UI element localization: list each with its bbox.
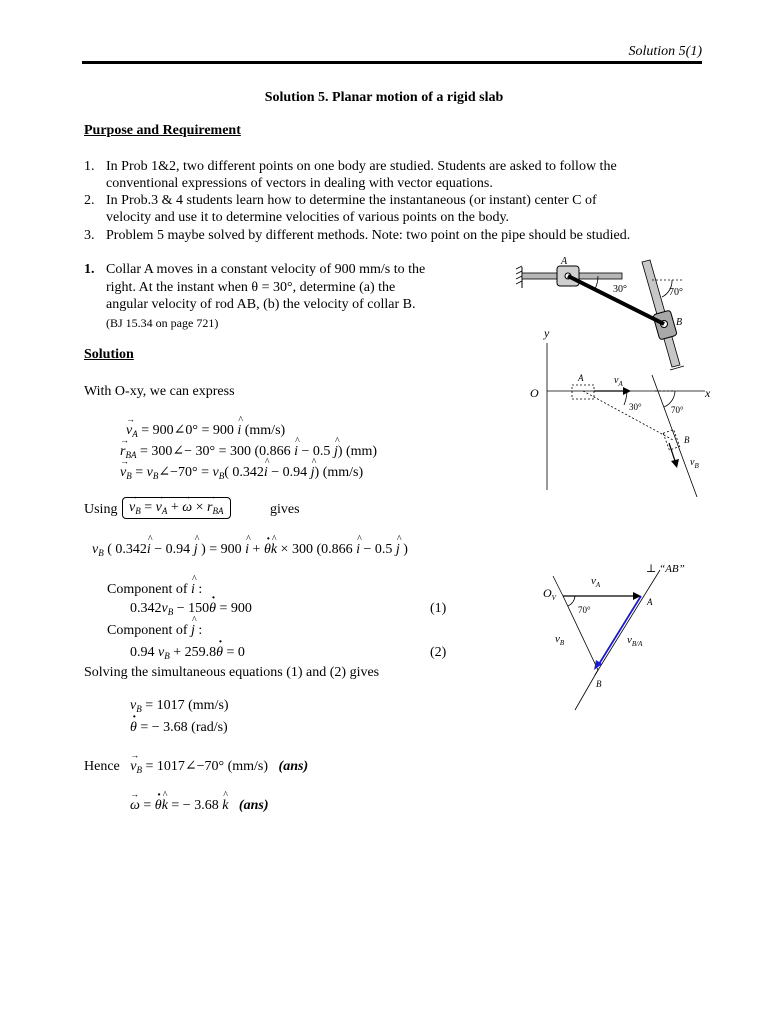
- vb-arrowhead: [671, 459, 679, 468]
- vba-vector: [599, 596, 641, 664]
- label-30: 30°: [629, 402, 642, 412]
- purpose-item-num: 1.: [84, 159, 95, 174]
- velocity-triangle-figure: [535, 560, 710, 715]
- label-vba: $v_{B/A}$: [627, 634, 643, 648]
- purpose-item-line: Problem 5 maybe solved by different methods. Note: two point on the pipe should be studied.: [106, 228, 631, 243]
- header-rule: [82, 61, 702, 64]
- header-label: Solution 5(1): [628, 44, 702, 59]
- purpose-item-line: In Prob.3 & 4 students learn how to determine the instantaneous (or instant) center C of: [106, 193, 597, 208]
- vb-arrow: [669, 443, 675, 461]
- label-b: B: [596, 679, 602, 689]
- omega-result: → ω = · θ^ k = − 3.68 ^ k (ans): [130, 798, 268, 814]
- purpose-item-line: conventional expressions of vectors in dealing with vector equations.: [106, 176, 493, 191]
- problem-line: angular velocity of rod AB, (b) the velocity of collar B.: [106, 297, 416, 312]
- label-70: 70°: [669, 287, 683, 298]
- using-label: Using: [84, 502, 118, 517]
- label-b: B: [676, 317, 683, 328]
- perp-line-ext: [575, 670, 598, 710]
- label-perp-ab: ⊥ “AB”: [646, 563, 685, 575]
- label-30: 30°: [613, 284, 627, 295]
- label-y: y: [544, 326, 550, 340]
- label-va: $v_A$: [614, 375, 623, 388]
- label-70: 70°: [671, 405, 684, 415]
- label-x: x: [705, 386, 711, 400]
- problem-line: Collar A moves in a constant velocity of 900 mm/s to the: [106, 262, 426, 277]
- equation-va: → $v_A$ = 900∠0° = 900 ^ i (mm/s): [126, 422, 285, 439]
- result-vb: $v_B = 1017$ (mm/s): [130, 698, 229, 714]
- coordinate-figure: [525, 325, 720, 500]
- purpose-item-num: 3.: [84, 228, 95, 243]
- component-j-label: Component of ^ j :: [107, 623, 202, 639]
- label-vb: $v_B$: [690, 457, 699, 470]
- equation-vb: → $v_B$ = $v_B\angle-70^\circ = v_B$( 0.342^ i − 0.94 ^ j) (mm/s): [120, 464, 363, 481]
- component-j-equation: 0.94 $v_B + 259.8\cdot \theta = 0$: [130, 645, 245, 661]
- component-i-equation: $0.342v_B - 150\cdot \theta = 900$: [130, 601, 252, 617]
- collar-b-outline: [663, 429, 679, 450]
- label-a: A: [561, 256, 568, 267]
- solution-intro: With O-xy, we can express: [84, 384, 235, 399]
- equation-number-2: (2): [430, 645, 447, 660]
- vb-line-ext: [553, 576, 563, 596]
- label-70: 70°: [578, 605, 591, 615]
- component-i-label: Component of ^ i :: [107, 582, 202, 598]
- problem-num: 1.: [84, 262, 95, 277]
- result-theta-dot: · θ = − 3.68 (rad/s): [130, 720, 228, 736]
- relative-velocity-equation: → $v_B$ = → $v_A$ + → ω × → $r_{BA}$: [122, 497, 231, 519]
- equation-number-1: (1): [430, 601, 447, 616]
- problem-line: right. At the instant when θ = 30°, determine (a) the: [106, 280, 396, 295]
- solving-text: Solving the simultaneous equations (1) and (2) gives: [84, 665, 380, 680]
- purpose-item-line: velocity and use it to determine velocities of various points on the body.: [106, 210, 510, 225]
- hence-line: Hence → $v_B$ = 1017∠−70° (mm/s) (ans): [84, 758, 308, 775]
- problem-reference: (BJ 15.34 on page 721): [106, 316, 219, 330]
- purpose-item-line: In Prob 1&2, two different points on one body are studied. Students are asked to follow the: [106, 159, 617, 174]
- equation-rba: → $r_{BA}$ = 300∠− 30° = 300 (0.866 ^ i − 0.5 ^ j) (mm): [120, 443, 377, 460]
- label-ov: $O_V$: [543, 586, 556, 602]
- collar-a-outline: [572, 385, 594, 399]
- label-b: B: [684, 435, 690, 445]
- label-o: O: [530, 386, 539, 400]
- rod-ab-dashed: [583, 391, 673, 440]
- purpose-heading: Purpose and Requirement: [84, 123, 241, 138]
- angle-70-arc: [568, 596, 575, 606]
- gives-label: gives: [270, 502, 300, 517]
- page-title: Solution 5. Planar motion of a rigid slab: [264, 90, 504, 105]
- expanded-equation: $v_B$ ( 0.342^ i − 0.94 ^ j ) = 900 ^ i + · θ^ k × 300 (0.866 ^ i − 0.5 ^ j ): [92, 542, 408, 558]
- wall-hatch: [516, 266, 522, 284]
- label-a: A: [578, 373, 584, 383]
- label-vb: $v_B$: [555, 633, 565, 647]
- label-a: A: [647, 597, 653, 607]
- solution-heading: Solution: [84, 347, 134, 362]
- perp-line: [595, 570, 660, 675]
- purpose-item-num: 2.: [84, 193, 95, 208]
- label-va: $v_A$: [591, 575, 601, 589]
